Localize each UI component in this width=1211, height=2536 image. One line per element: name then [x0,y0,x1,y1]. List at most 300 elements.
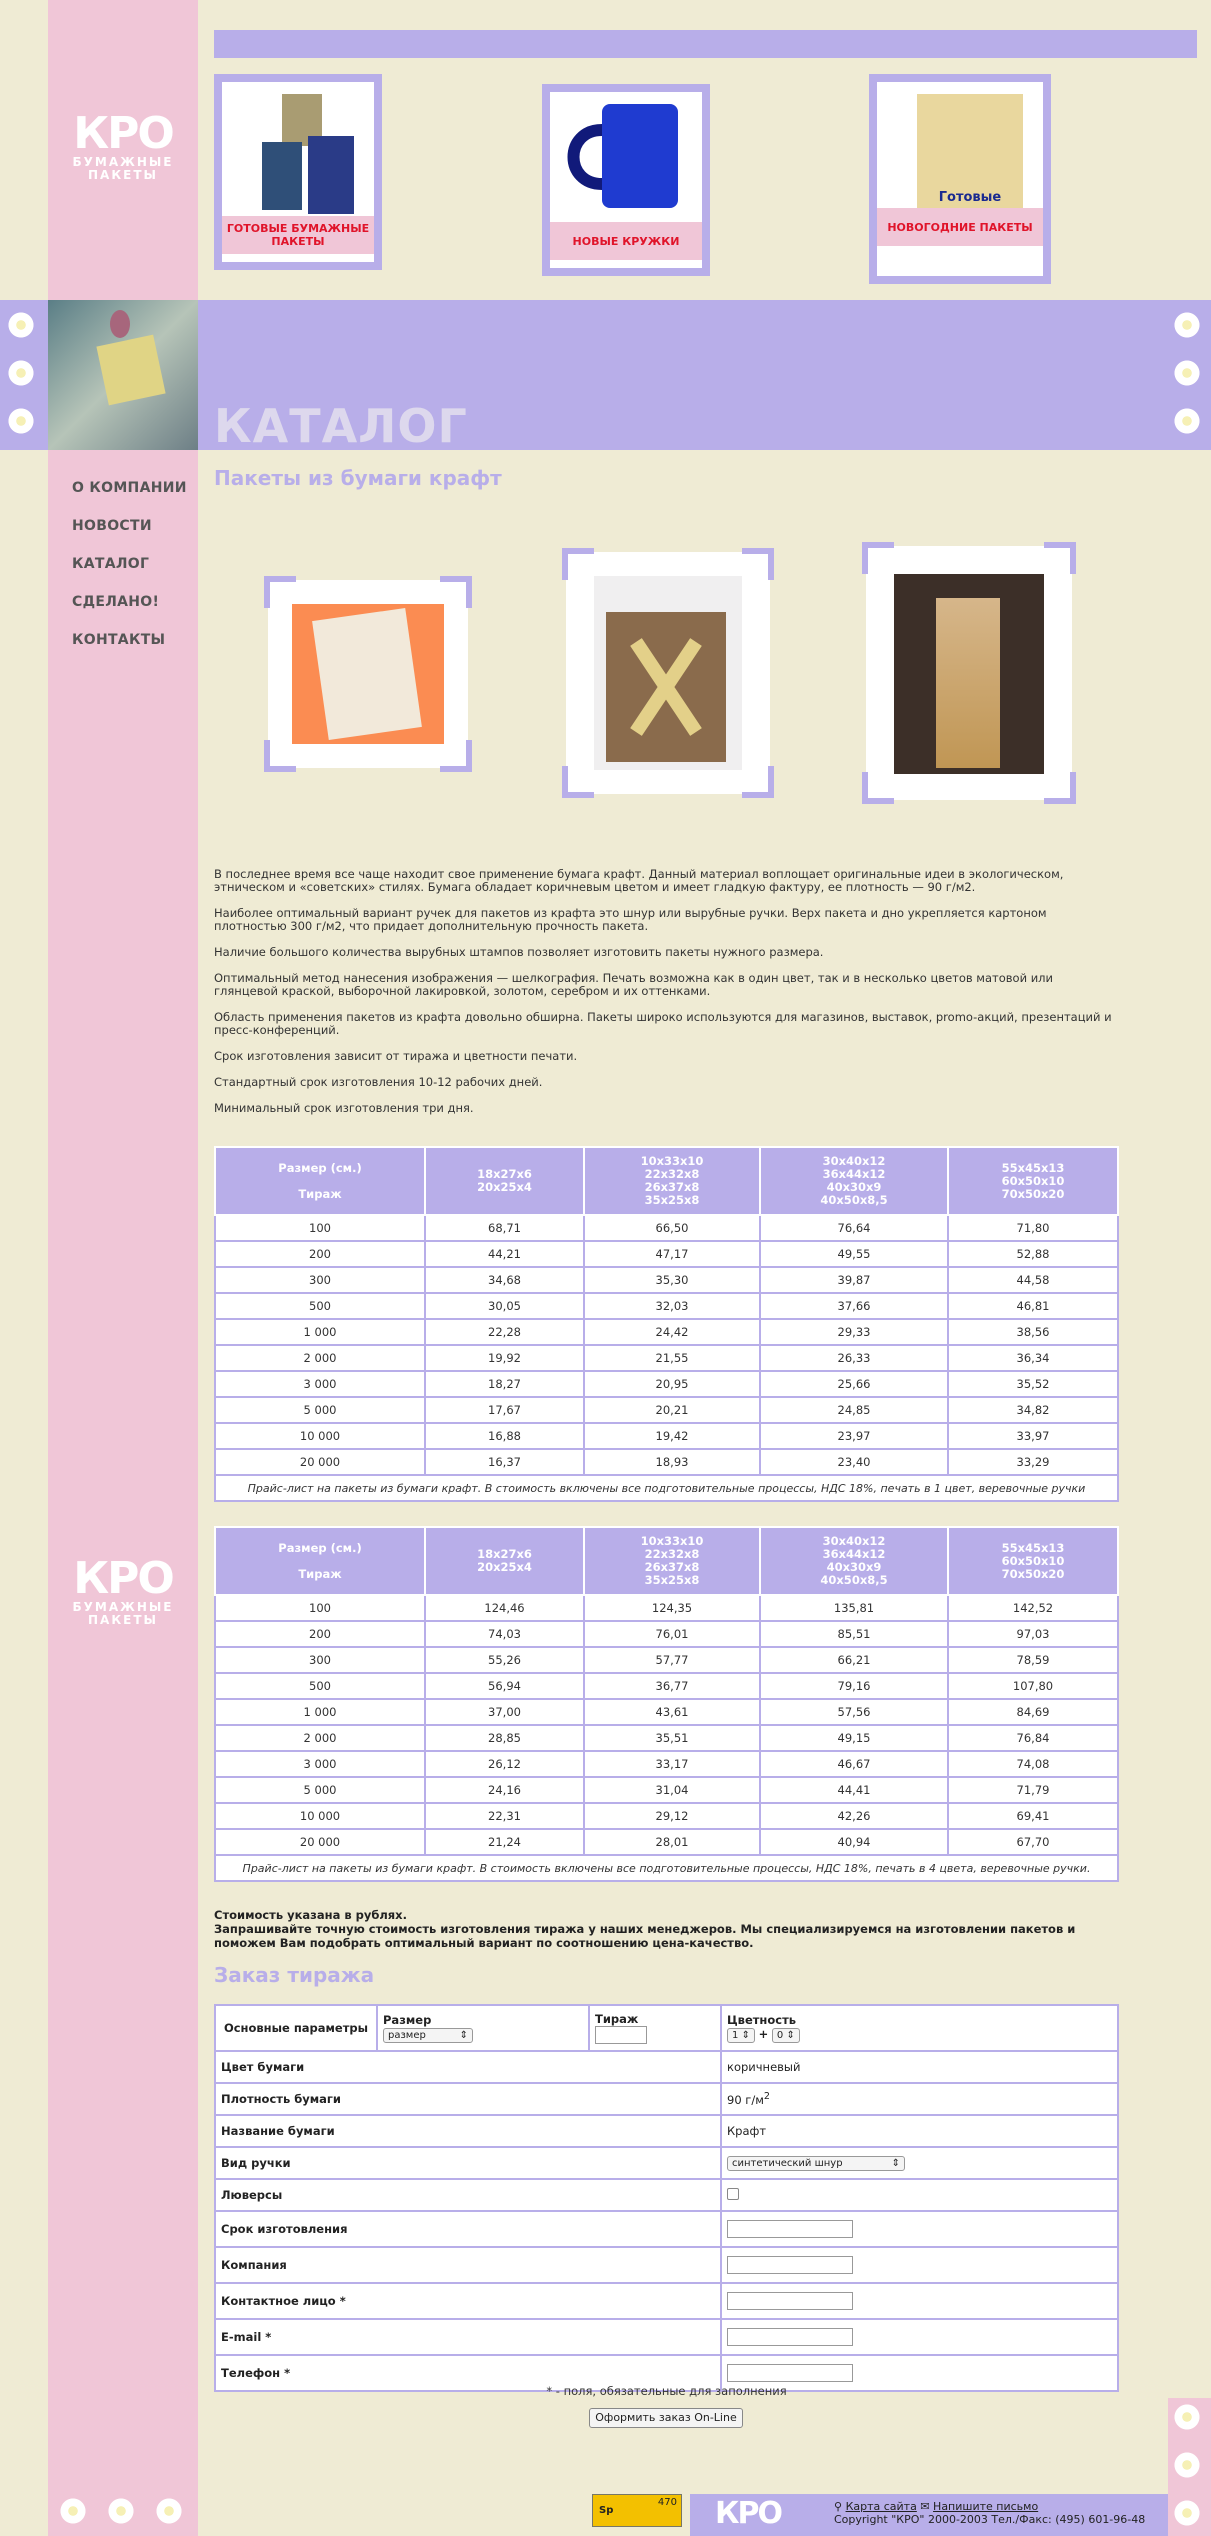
price-cell: 32,03 [584,1293,760,1319]
price-cell: 57,77 [584,1647,760,1673]
price-cell: 78,59 [948,1647,1118,1673]
table-row [215,1241,1118,1267]
order-row [215,2179,1118,2211]
size-value: 70x50x20 [1001,1186,1065,1201]
price-cell: 28,85 [425,1725,584,1751]
order-row-basic [215,2005,1118,2051]
description-text [214,868,1114,1128]
table-header-row [215,1147,1118,1215]
price-table-1-color [214,1146,1119,1502]
price-cell: 43,61 [584,1699,760,1725]
paragraph: Срок изготовления зависит от тиража и цветности печати. [214,1049,578,1063]
mail-icon: ✉ [920,2500,930,2513]
phone-label: Телефон * [215,2355,721,2391]
qty-cell: 500 [215,1293,425,1319]
promo-mugs[interactable] [542,84,710,276]
basic-params-label: Основные параметры [215,2005,377,2051]
sitemap-link[interactable]: Карта сайта [845,2500,917,2513]
price-cell: 44,41 [760,1777,948,1803]
density-value: 90 г/м [727,2092,764,2107]
col-header [425,1527,584,1595]
order-row [215,2115,1118,2147]
flower-icon [6,310,36,340]
col-header [584,1147,760,1215]
frame-corner [562,766,594,798]
promo-label: НОВЫЕ КРУЖКИ [550,222,702,260]
size-cell [377,2005,589,2051]
size-value: 18x27x6 [477,1167,532,1181]
email-input[interactable] [727,2328,853,2346]
footer-logo[interactable] [698,2496,798,2532]
company-cell [721,2247,1118,2283]
email-cell [721,2319,1118,2355]
size-select[interactable] [383,2028,473,2043]
chevron-down-icon: ⇕ [741,2030,750,2041]
submit-order-button[interactable]: Оформить заказ On-Line [589,2408,743,2428]
footer-logo-text: КРО [714,2496,781,2531]
order-form [214,2004,1119,2392]
qty-cell: 5 000 [215,1777,425,1803]
qty-cell: 10 000 [215,1423,425,1449]
price-cell: 35,52 [948,1371,1118,1397]
size-label: Размер (см.) [278,1160,362,1175]
qty-label: Тираж [595,2012,639,2026]
flower-icon [1172,358,1202,388]
size-value: 40x30x9 [826,1180,882,1194]
qty-cell: 300 [215,1267,425,1293]
price-cell: 76,64 [760,1215,948,1241]
price-cell: 21,24 [425,1829,584,1855]
price-cell: 22,28 [425,1319,584,1345]
main-nav [72,480,187,670]
col-header [584,1527,760,1595]
price-cell: 24,85 [760,1397,948,1423]
price-cell: 36,77 [584,1673,760,1699]
deadline-input[interactable] [727,2220,853,2238]
size-value: 40x50x8,5 [820,1573,888,1587]
size-value: 35x25x8 [644,1573,700,1587]
size-value: 20x25x4 [477,1560,532,1574]
price-cell: 69,41 [948,1803,1118,1829]
size-value: 40x30x9 [826,1560,882,1574]
price-cell: 67,70 [948,1829,1118,1855]
paragraph: Стандартный срок изготовления 10-12 рабочих дней. [214,1075,543,1089]
price-cell: 24,42 [584,1319,760,1345]
paper-color-label: Цвет бумаги [215,2051,721,2083]
col-header [948,1147,1118,1215]
qty-cell: 100 [215,1215,425,1241]
qty-cell: 1 000 [215,1699,425,1725]
order-row [215,2283,1118,2319]
color-a-select[interactable] [727,2028,755,2043]
size-value: 55x45x13 [1001,1540,1065,1555]
price-cell: 33,97 [948,1423,1118,1449]
paper-name-value: Крафт [721,2115,1118,2147]
order-row [215,2211,1118,2247]
table-body [215,1595,1118,1881]
flower-icon [154,2496,184,2526]
price-cell: 37,00 [425,1699,584,1725]
price-cell: 17,67 [425,1397,584,1423]
order-row [215,2051,1118,2083]
table-row [215,1595,1118,1621]
price-table-4-color [214,1526,1119,1882]
price-cell: 19,92 [425,1345,584,1371]
bag-shape [606,612,726,762]
qty-cell: 3 000 [215,1751,425,1777]
price-cell: 107,80 [948,1673,1118,1699]
table-note-row [215,1475,1118,1501]
qty-cell [589,2005,721,2051]
new-year-bag-image-icon [917,94,1023,224]
qty-cell: 20 000 [215,1829,425,1855]
size-qty-header [215,1527,425,1595]
price-cell: 66,21 [760,1647,948,1673]
price-cell: 19,42 [584,1423,760,1449]
order-row [215,2247,1118,2283]
write-letter-link[interactable]: Напишите письмо [933,2500,1039,2513]
qty-cell: 20 000 [215,1449,425,1475]
color-b-select[interactable] [772,2028,800,2043]
footer-links [834,2500,1145,2526]
size-value: 22x32x8 [644,1167,700,1181]
price-cell: 55,26 [425,1647,584,1673]
table-row [215,1371,1118,1397]
table-row [215,1803,1118,1829]
price-cell: 76,84 [948,1725,1118,1751]
qty-cell: 2 000 [215,1345,425,1371]
price-cell: 71,80 [948,1215,1118,1241]
price-cell: 39,87 [760,1267,948,1293]
flower-icon [6,406,36,436]
paragraph: Область применения пакетов из крафта довольно обширна. Пакеты широко используются для магазинов, выставок, promo-акций, презентаций и пресс-конференций. [214,1010,1112,1037]
price-notes [214,1908,1124,1950]
price-cell: 34,82 [948,1397,1118,1423]
flower-icon [58,2496,88,2526]
price-cell: 29,12 [584,1803,760,1829]
nav-item-done[interactable]: СДЕЛАНО! [72,594,160,610]
qty-cell: 300 [215,1647,425,1673]
product-photo-3[interactable] [866,546,1072,800]
price-cell: 29,33 [760,1319,948,1345]
density-sup: 2 [763,2091,770,2103]
promo-paper-bags[interactable] [214,74,382,270]
size-value: 26x37x8 [644,1180,700,1194]
frame-corner [264,740,296,772]
size-value: 30x40x12 [822,1534,886,1548]
mug-image-icon [550,92,702,232]
price-cell: 40,94 [760,1829,948,1855]
frame-corner [742,766,774,798]
color-label: Цветность [727,2013,797,2027]
paragraph: Наиболее оптимальный вариант ручек для пакетов из крафта это шнур или вырубные ручки. Верх пакета и дно укрепляется картоном плотностью 300 г/м2, что придает дополнительную прочность пакета. [214,906,1047,933]
price-cell: 49,15 [760,1725,948,1751]
phone-input[interactable] [727,2364,853,2382]
chevron-down-icon: ⇕ [459,2030,468,2041]
price-cell: 52,88 [948,1241,1118,1267]
table-row [215,1647,1118,1673]
promo-image-caption: Готовые [938,190,1002,205]
paragraph: Минимальный срок изготовления три дня. [214,1101,474,1115]
promo-inner [877,82,1043,276]
size-value: 26x37x8 [644,1560,700,1574]
promo-label: ГОТОВЫЕ БУМАЖНЫЕ ПАКЕТЫ [222,216,374,254]
logo-sub2: ПАКЕТЫ [88,1613,158,1627]
table-row [215,1777,1118,1803]
eyelets-label: Люверсы [215,2179,721,2211]
size-value: 10x33x10 [640,1534,704,1548]
price-cell: 38,56 [948,1319,1118,1345]
promo-inner [550,92,702,268]
floral-bag-image-icon [894,574,1044,774]
required-fields-note: * - поля, обязательные для заполнения [546,2384,787,2398]
table-row [215,1673,1118,1699]
handle-cell [721,2147,1118,2179]
flower-icon [1172,2450,1202,2480]
price-cell: 49,55 [760,1241,948,1267]
price-cell: 97,03 [948,1621,1118,1647]
promo-label: НОВОГОДНИЕ ПАКЕТЫ [877,208,1043,246]
page-title: КАТАЛОГ [214,399,468,453]
price-cell: 84,69 [948,1699,1118,1725]
price-cell: 28,01 [584,1829,760,1855]
x-logo-icon [606,612,726,762]
flower-icon [6,358,36,388]
table-note: Прайс-лист на пакеты из бумаги крафт. В стоимость включены все подготовительные процессы, НДС 18%, печать в 4 цвета, веревочные ручки. [215,1855,1118,1881]
handle-label: Вид ручки [215,2147,721,2179]
plus-sign: + [758,2027,769,2041]
deadline-cell [721,2211,1118,2247]
brown-bag-image-icon [594,576,742,770]
table-row [215,1449,1118,1475]
qty-cell: 5 000 [215,1397,425,1423]
flower-icon [1172,2498,1202,2528]
logo-sub2: ПАКЕТЫ [88,168,158,182]
price-cell: 35,51 [584,1725,760,1751]
price-cell: 44,58 [948,1267,1118,1293]
table-row [215,1319,1118,1345]
size-label: Размер (см.) [278,1540,362,1555]
contact-input[interactable] [727,2292,853,2310]
qty-cell: 1 000 [215,1319,425,1345]
figure-shape [110,310,130,338]
price-cell: 33,29 [948,1449,1118,1475]
flower-icon [106,2496,136,2526]
contact-label: Контактное лицо * [215,2283,721,2319]
note-line: Стоимость указана в рублях. [214,1908,407,1922]
counter-text: Sp [599,2505,614,2516]
size-value: 70x50x20 [1001,1566,1065,1581]
size-value: 35x25x8 [644,1193,700,1207]
size-select-value: размер [388,2030,426,2041]
paragraph: Оптимальный метод нанесения изображения — шелкография. Печать возможна как в один цвет, так и в несколько цветов матовой или глянцевой краской, выборочной лакировкой, золотом, серебром и их оттенками. [214,971,1054,998]
product-photo-1[interactable] [268,580,468,768]
price-cell: 36,34 [948,1345,1118,1371]
hit-counter[interactable] [592,2494,682,2527]
price-cell: 26,12 [425,1751,584,1777]
density-label: Плотность бумаги [215,2083,721,2115]
deadline-label: Срок изготовления [215,2211,721,2247]
size-value: 36x44x12 [822,1167,886,1181]
qty-cell: 500 [215,1673,425,1699]
price-cell: 24,16 [425,1777,584,1803]
color-cell [721,2005,1118,2051]
price-cell: 23,97 [760,1423,948,1449]
size-value: 60x50x10 [1001,1173,1065,1188]
qty-input[interactable] [595,2026,647,2044]
price-cell: 79,16 [760,1673,948,1699]
size-value: 40x50x8,5 [820,1193,888,1207]
bag-shape [312,608,422,740]
size-value: 36x44x12 [822,1547,886,1561]
table-row [215,1215,1118,1241]
orange-bag-image-icon [292,604,444,744]
price-cell: 71,79 [948,1777,1118,1803]
table-row [215,1397,1118,1423]
bag-shape [936,598,1000,768]
nav-item-catalog[interactable]: КАТАЛОГ [72,556,150,572]
bag-shape [96,335,165,406]
size-qty-header [215,1147,425,1215]
paragraph: Наличие большого количества вырубных штампов позволяет изготовить пакеты нужного размера. [214,945,824,959]
order-title: Заказ тиража [214,1963,375,1987]
table-note: Прайс-лист на пакеты из бумаги крафт. В стоимость включены все подготовительные процессы, НДС 18%, печать в 1 цвет, веревочные ручки [215,1475,1118,1501]
product-photo-2[interactable] [566,552,770,794]
eyelets-cell [721,2179,1118,2211]
company-input[interactable] [727,2256,853,2274]
price-cell: 124,35 [584,1595,760,1621]
bags-image-icon [222,82,374,222]
price-cell: 22,31 [425,1803,584,1829]
page-subtitle: Пакеты из бумаги крафт [214,466,502,490]
sitemap-icon: ⚲ [834,2500,843,2513]
price-cell: 124,46 [425,1595,584,1621]
price-cell: 135,81 [760,1595,948,1621]
nav-item-about[interactable]: О КОМПАНИИ [72,480,187,496]
qty-cell: 3 000 [215,1371,425,1397]
counter-number: 470 [657,2497,677,2508]
table-row [215,1267,1118,1293]
col-header [760,1147,948,1215]
logo-text: КРО [73,108,173,159]
qty-cell: 200 [215,1241,425,1267]
price-cell: 23,40 [760,1449,948,1475]
flower-icon [1172,2402,1202,2432]
paper-name-label: Название бумаги [215,2115,721,2147]
handle-select[interactable] [727,2156,905,2171]
table-row [215,1345,1118,1371]
col-header [760,1527,948,1595]
logo-text: КРО [73,1553,173,1604]
price-cell: 25,66 [760,1371,948,1397]
price-cell: 74,08 [948,1751,1118,1777]
frame-corner [562,548,594,580]
top-bar [214,30,1197,58]
order-row [215,2319,1118,2355]
price-cell: 26,33 [760,1345,948,1371]
logo[interactable] [58,108,188,182]
frame-corner [862,772,894,804]
banner-photo-icon [48,300,198,450]
price-cell: 46,67 [760,1751,948,1777]
order-row [215,2083,1118,2115]
chevron-down-icon: ⇕ [891,2158,900,2169]
table-row [215,1751,1118,1777]
note-line: Запрашивайте точную стоимость изготовления тиража у наших менеджеров. Мы специализируемся на изготовлении пакетов и поможем Вам подобрать оптимальный вариант по соотношению цена-качество. [214,1922,1076,1950]
qty-cell: 200 [215,1621,425,1647]
price-cell: 18,93 [584,1449,760,1475]
color-b-value: 0 [776,2030,784,2041]
price-cell: 44,21 [425,1241,584,1267]
table-note-row [215,1855,1118,1881]
col-header [948,1527,1118,1595]
price-cell: 35,30 [584,1267,760,1293]
col-header [425,1147,584,1215]
price-cell: 37,66 [760,1293,948,1319]
density-cell [721,2083,1118,2115]
size-label: Размер [383,2013,432,2027]
table-row [215,1621,1118,1647]
logo-secondary [58,1553,188,1627]
qty-cell: 100 [215,1595,425,1621]
price-cell: 34,68 [425,1267,584,1293]
frame-corner [1044,772,1076,804]
price-cell: 20,95 [584,1371,760,1397]
paper-color-value: коричневый [721,2051,1118,2083]
price-cell: 76,01 [584,1621,760,1647]
size-value: 22x32x8 [644,1547,700,1561]
size-value: 20x25x4 [477,1180,532,1194]
price-cell: 142,52 [948,1595,1118,1621]
company-label: Компания [215,2247,721,2283]
qty-cell: 2 000 [215,1725,425,1751]
price-cell: 16,37 [425,1449,584,1475]
price-cell: 66,50 [584,1215,760,1241]
table-row [215,1293,1118,1319]
price-cell: 20,21 [584,1397,760,1423]
price-cell: 85,51 [760,1621,948,1647]
size-value: 60x50x10 [1001,1553,1065,1568]
email-label: E-mail * [215,2319,721,2355]
price-cell: 68,71 [425,1215,584,1241]
price-cell: 56,94 [425,1673,584,1699]
table-row [215,1725,1118,1751]
table-row [215,1699,1118,1725]
chevron-down-icon: ⇕ [786,2030,795,2041]
table-row [215,1829,1118,1855]
price-cell: 16,88 [425,1423,584,1449]
handle-select-value: синтетический шнур [732,2158,843,2169]
frame-corner [440,576,472,608]
frame-corner [440,740,472,772]
frame-corner [862,542,894,574]
size-value: 55x45x13 [1001,1160,1065,1175]
eyelets-checkbox[interactable] [727,2188,739,2200]
price-cell: 42,26 [760,1803,948,1829]
qty-label: Тираж [298,1566,342,1581]
price-cell: 47,17 [584,1241,760,1267]
price-cell: 46,81 [948,1293,1118,1319]
promo-new-year-bags[interactable] [869,74,1051,284]
promo-inner [222,82,374,262]
flower-icon [1172,406,1202,436]
nav-item-news[interactable]: НОВОСТИ [72,518,152,534]
price-cell: 57,56 [760,1699,948,1725]
nav-item-contacts[interactable]: КОНТАКТЫ [72,632,166,648]
table-row [215,1423,1118,1449]
price-cell: 74,03 [425,1621,584,1647]
contact-cell [721,2283,1118,2319]
